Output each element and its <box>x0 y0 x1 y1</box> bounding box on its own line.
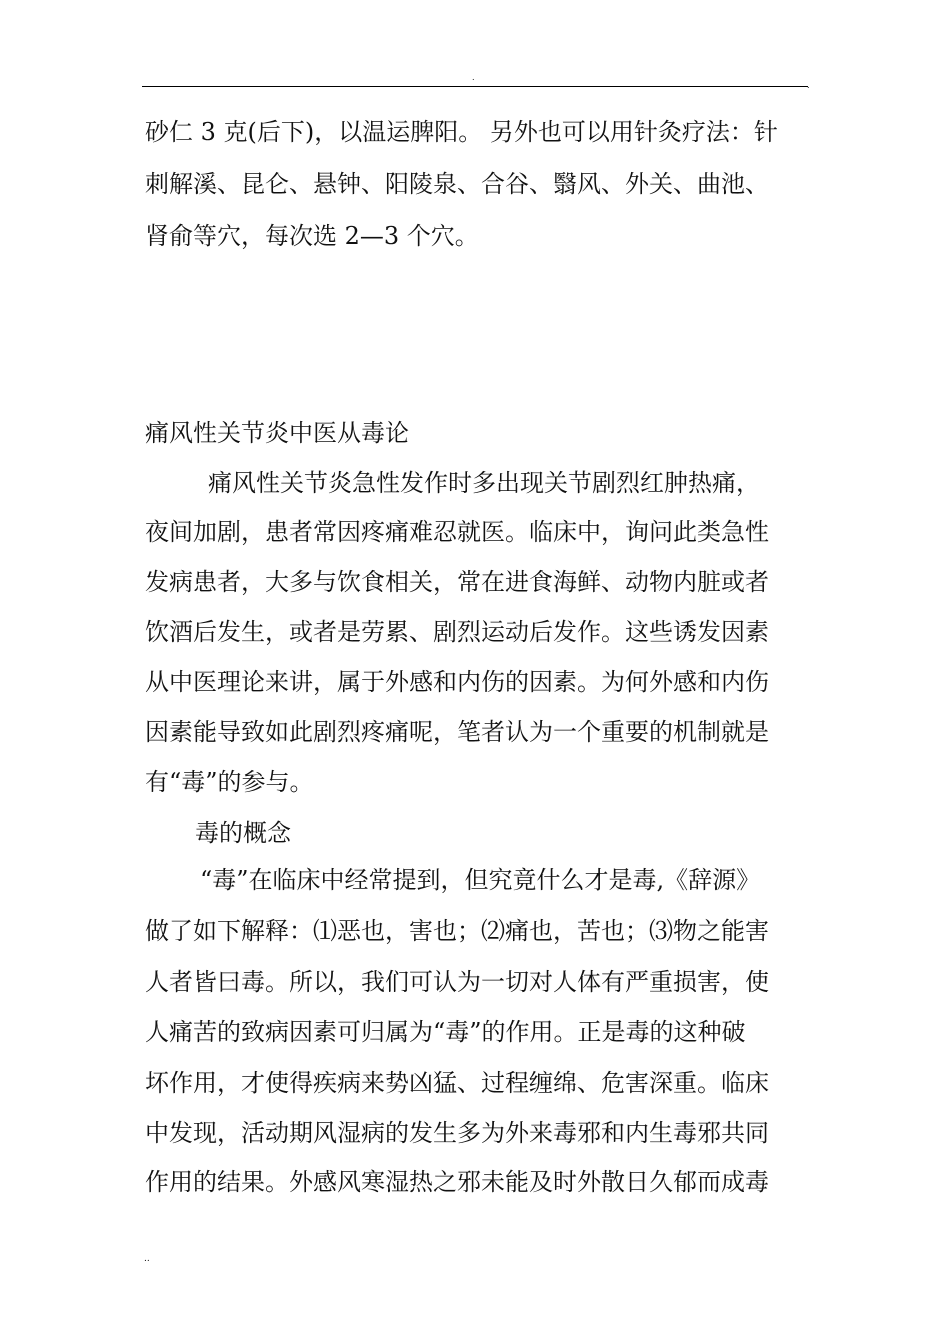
paragraph-line: 从中医理论来讲，属于外感和内伤的因素。为何外感和内伤 <box>145 668 769 696</box>
paragraph-line: 人痛苦的致病因素可归属为“毒”的作用。正是毒的这种破 <box>145 1018 746 1046</box>
footer-mark: .. <box>144 1254 150 1264</box>
paragraph-line: 发病患者，大多与饮食相关，常在进食海鲜、动物内脏或者 <box>145 568 769 596</box>
paragraph-line: 中发现，活动期风湿病的发生多为外来毒邪和内生毒邪共同 <box>145 1119 769 1147</box>
paragraph-line: 人者皆曰毒。所以，我们可认为一切对人体有严重损害，使 <box>145 968 769 996</box>
subheading: 毒的概念 <box>195 819 291 847</box>
section-title: 痛风性关节炎中医从毒论 <box>145 419 409 447</box>
paragraph-line: 痛风性关节炎急性发作时多出现关节剧烈红肿热痛， <box>208 469 760 497</box>
header-rule <box>142 86 808 87</box>
header-dot: . <box>472 73 475 82</box>
paragraph-line: 有“毒”的参与。 <box>145 768 314 796</box>
paragraph-line: 因素能导致如此剧烈疼痛呢，笔者认为一个重要的机制就是 <box>145 718 769 746</box>
paragraph-line: 肾俞等穴，每次选 2—3 个穴。 <box>145 222 479 250</box>
paragraph-line: 刺解溪、昆仑、悬钟、阳陵泉、合谷、翳风、外关、曲池、 <box>145 170 769 198</box>
paragraph-line: “毒”在临床中经常提到，但究竟什么才是毒,《辞源》 <box>200 866 761 894</box>
header-tick: . <box>807 81 810 90</box>
paragraph-line: 砂仁 3 克(后下)，以温运脾阳。 另外也可以用针灸疗法：针 <box>145 118 778 146</box>
paragraph-line: 坏作用，才使得疾病来势凶猛、过程缠绵、危害深重。临床 <box>145 1069 769 1097</box>
paragraph-line: 作用的结果。外感风寒湿热之邪未能及时外散日久郁而成毒 <box>145 1168 769 1196</box>
paragraph-line: 饮酒后发生，或者是劳累、剧烈运动后发作。这些诱发因素 <box>145 618 769 646</box>
paragraph-line: 做了如下解释：⑴恶也，害也；⑵痛也，苦也；⑶物之能害 <box>145 917 769 945</box>
paragraph-line: 夜间加剧，患者常因疼痛难忍就医。临床中，询问此类急性 <box>145 518 769 546</box>
